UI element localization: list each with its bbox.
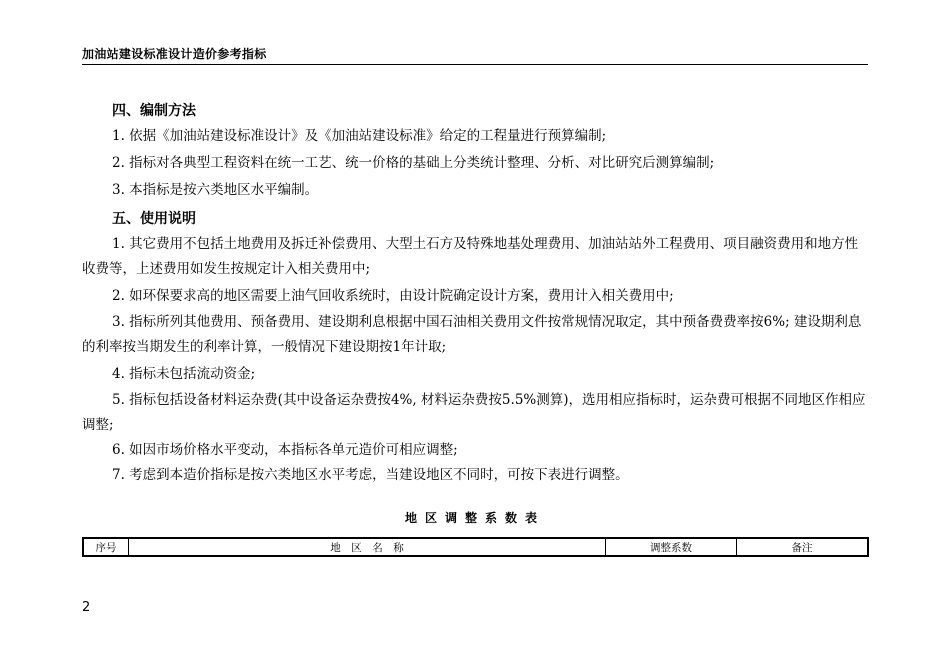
section4-item-1: 1. 依据《加油站建设标准设计》及《加油站建设标准》给定的工程量进行预算编制;: [112, 128, 607, 144]
column-header-index: 序号: [83, 538, 129, 556]
table-title: 地区调整系数表: [404, 511, 545, 525]
section5-item-3: 3. 指标所列其他费用、预备费用、建设期利息根据中国石油相关费用文件按常规情况取定，其中预备费费率按6%; 建设期利息的利率按当期发生的利率计算，一般情况下建设期按1年计取;: [82, 314, 862, 355]
section5-item-7: 7. 考虑到本造价指标是按六类地区水平考虑，当建设地区不同时，可按下表进行调整。: [112, 467, 629, 483]
section5-item-4: 4. 指标未包括流动资金;: [112, 366, 256, 382]
page-number: 2: [82, 600, 91, 615]
header-divider: [82, 64, 868, 65]
section5-item-2: 2. 如环保要求高的地区需要上油气回收系统时，由设计院确定设计方案，费用计入相关费用中;: [112, 288, 674, 304]
column-header-coefficient: 调整系数: [606, 538, 737, 556]
section4-item-3: 3. 本指标是按六类地区水平编制。: [112, 182, 319, 198]
page-header-title: 加油站建设标准设计造价参考指标: [82, 47, 267, 61]
section5-heading: 五、使用说明: [112, 211, 196, 227]
column-header-region: 地 区 名 称: [129, 538, 606, 556]
region-adjustment-table: [82, 537, 869, 557]
section5-item-1: 1. 其它费用不包括土地费用及拆迁补偿费用、大型土石方及特殊地基处理费用、加油站站外工程费用、项目融资费用和地方性收费等，上述费用如发生按规定计入相关费用中;: [82, 236, 859, 277]
table-header-row: [83, 538, 868, 556]
section5-item-5: 5. 指标包括设备材料运杂费(其中设备运杂费按4%, 材料运杂费按5.5%测算)，选用相应指标时，运杂费可根据不同地区作相应调整;: [82, 392, 866, 433]
column-header-remarks: 备注: [737, 538, 869, 556]
section4-item-2: 2. 指标对各典型工程资料在统一工艺、统一价格的基础上分类统计整理、分析、对比研究后测算编制;: [112, 155, 715, 171]
section5-item-6: 6. 如因市场价格水平变动，本指标各单元造价可相应调整;: [112, 442, 458, 458]
section4-heading: 四、编制方法: [112, 103, 196, 119]
